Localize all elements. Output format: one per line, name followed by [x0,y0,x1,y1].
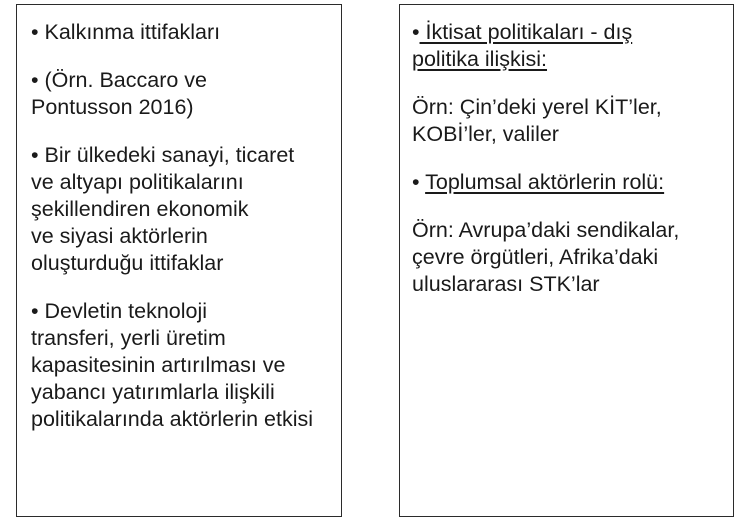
heading-social-actors [412,169,723,196]
right-panel [399,4,734,517]
heading-economic-foreign-policy [412,19,723,73]
heading-social-actors-text: Toplumsal aktörlerin rolü: [425,170,665,194]
item-coalition-definition: • Bir ülkedeki sanayi, ticaret ve altyapı politikalarını şekillendiren ekonomik ve siyasi aktörlerin oluşturduğu ittifaklar [31,143,295,275]
item-state-policies: • Devletin teknoloji transferi, yerli üretim kapasitesinin artırılması ve yabancı yatırımlarla ilişkili politikalarında aktörlerin etkisi [31,299,314,431]
item-development-coalitions: • Kalkınma ittifakları [31,20,221,44]
example-europe-africa: Örn: Avrupa’daki sendikalar, çevre örgütleri, Afrika’daki uluslararası STK’lar [412,218,680,296]
item-example-citation: • (Örn. Baccaro ve Pontusson 2016) [31,68,207,119]
bullet: • [412,20,420,44]
heading-economic-foreign-policy-text: İktisat politikaları - dış politika ilişkisi: [412,20,633,71]
example-china: Örn: Çin’deki yerel KİT’ler, KOBİ’ler, valiler [412,95,662,146]
bullet: • [412,170,426,194]
left-panel [16,4,342,517]
